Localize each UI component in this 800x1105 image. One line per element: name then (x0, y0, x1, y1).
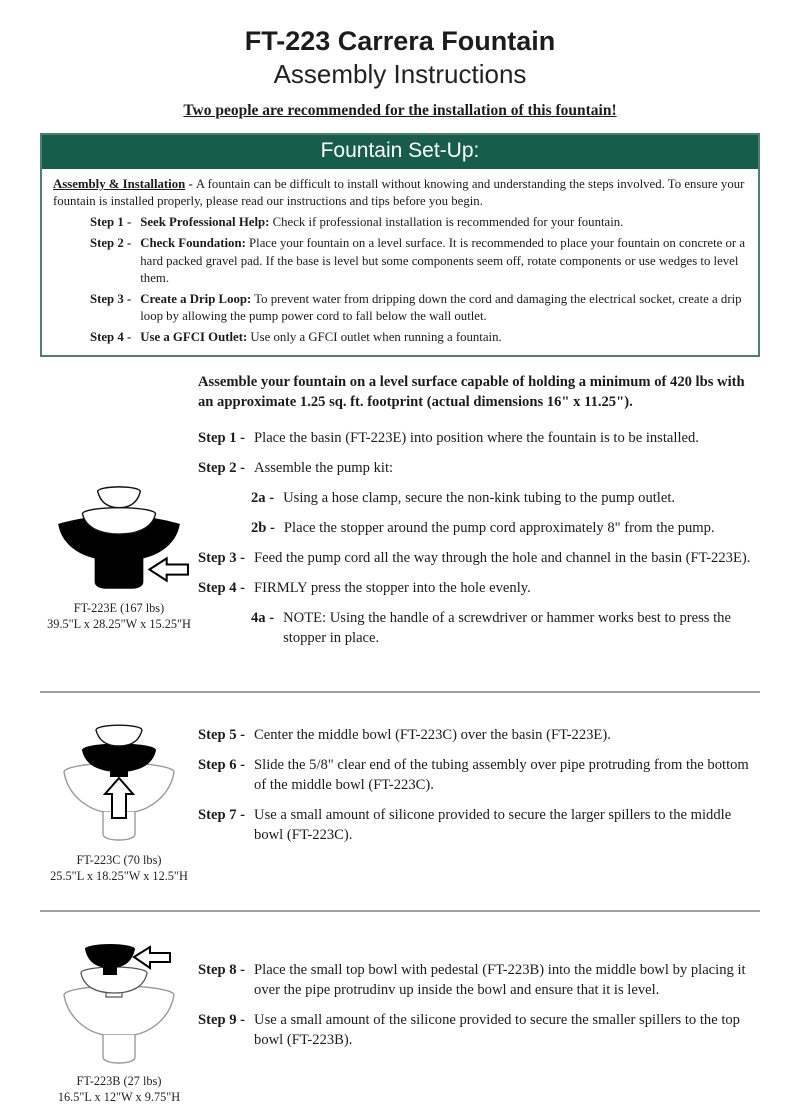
setup-step-text (140, 329, 501, 346)
figure-column (40, 357, 198, 632)
fountain-basin-figure (48, 469, 190, 595)
setup-step-text (140, 214, 623, 231)
figure-caption (47, 600, 191, 632)
figure-part-number: FT-223B (27 lbs) (76, 1073, 162, 1088)
assembly-section-middle-bowl (40, 711, 760, 884)
step-text: FIRMLY press the stopper into the hole evenly. (254, 580, 531, 597)
steps-column (198, 357, 760, 658)
section-divider (40, 910, 760, 912)
assembly-intro: Assemble your fountain on a level surface capable of holding a minimum of 420 lbs with an approximate 1.25 sq. ft. footprint (actual dimensions 16" x 11.25"). (198, 374, 745, 411)
step-row (198, 428, 758, 448)
setup-step-row (90, 291, 747, 325)
step-label: Step 1 - (198, 429, 246, 446)
setup-step-label: Step 3 - (90, 291, 132, 306)
step-label: Step 8 - (198, 961, 246, 978)
step-label: 4a - (251, 610, 275, 627)
step-row (198, 725, 758, 745)
setup-step-text (140, 235, 747, 286)
fountain-setup-box (40, 133, 760, 357)
step-row (198, 458, 758, 478)
recommendation-note: Two people are recommended for the installation of this fountain! (183, 102, 617, 119)
setup-step-body: Check if professional installation is recommended for your fountain. (272, 215, 624, 230)
step-text: Use a small amount of the silicone provided to secure the smaller spillers to the top bowl (FT-223B). (254, 1012, 740, 1049)
step-text: Place the stopper around the pump cord approximately 8" from the pump. (283, 519, 715, 536)
large-bowl-body (64, 995, 174, 1035)
top-bowl-body (96, 730, 142, 746)
step-text: Slide the 5/8" clear end of the tubing assembly over pipe protruding from the bottom of the middle bowl (FT-223C). (254, 756, 749, 793)
step-label: Step 5 - (198, 726, 246, 743)
step-text: Assemble the pump kit: (254, 459, 394, 476)
setup-step-body: Place your fountain on a level surface. It is recommended to place your fountain on concrete or a hard packed gravel pad. If the base is level but some components seem off, rotate components or use wedges to level them. (140, 236, 746, 285)
substep-row (251, 518, 758, 538)
step-text: Center the middle bowl (FT-223C) over the basin (FT-223E). (254, 726, 611, 743)
left-arrow-icon (134, 947, 170, 968)
step-label: Step 6 - (198, 756, 246, 773)
assembly-section-basin (40, 357, 760, 658)
setup-step-label: Step 1 - (90, 215, 132, 230)
setup-step-title: Use a GFCI Outlet: (140, 330, 248, 345)
top-bowl-foot (103, 967, 117, 975)
figure-dimensions: 25.5"L x 18.25"W x 12.5"H (50, 868, 188, 883)
step-label: 2b - (251, 519, 275, 536)
step-label: 2a - (251, 489, 275, 506)
fountain-top-bowl-figure (44, 936, 194, 1068)
step-row (198, 805, 758, 845)
figure-dimensions: 39.5"L x 28.25"W x 15.25"H (47, 617, 191, 632)
setup-step-title: Check Foundation: (140, 236, 246, 251)
figure-dimensions: 16.5"L x 12"W x 9.75"H (57, 1090, 181, 1105)
setup-step-row (90, 214, 747, 231)
step-row (198, 755, 758, 795)
setup-step-row (90, 235, 747, 286)
setup-step-label: Step 2 - (90, 236, 132, 251)
step-label: Step 2 - (198, 459, 246, 476)
step-row (198, 1010, 758, 1050)
setup-step-body: Use only a GFCI outlet when running a fountain. (250, 330, 502, 345)
fountain-middle-bowl-figure (44, 719, 194, 847)
page-subtitle: Assembly Instructions (273, 59, 527, 89)
figure-column (40, 711, 198, 884)
figure-caption (50, 852, 188, 884)
page-title: FT-223 Carrera Fountain (244, 26, 556, 56)
step-label: Step 7 - (198, 806, 246, 823)
step-label: Step 9 - (198, 1012, 246, 1029)
assembly-section-top-bowl (40, 932, 760, 1105)
step-label: Step 3 - (198, 550, 246, 567)
setup-box-body (42, 169, 758, 355)
setup-intro-text: A fountain can be difficult to install without knowing and understanding the steps involved. To ensure your fountain is installed properly, please read our instructions and tips before you begin. (53, 177, 745, 209)
step-text: NOTE: Using the handle of a screwdriver or hammer works best to press the stopper in place. (283, 610, 731, 647)
step-text: Place the small top bowl with pedestal (FT-223B) into the middle bowl by placing it over the pipe protrudinv up inside the bowl and ensure that it is level. (254, 961, 746, 999)
step-row (198, 960, 758, 1000)
figure-column (40, 932, 198, 1105)
step-text: Feed the pump cord all the way through the hole and channel in the basin (FT-223E). (254, 550, 751, 567)
left-arrow-icon (149, 559, 188, 581)
top-bowl-highlight-body (85, 949, 135, 968)
setup-intro-label: Assembly & Installation (53, 177, 186, 191)
step-row (198, 578, 758, 598)
figure-caption (58, 1073, 180, 1105)
steps-column (198, 711, 760, 856)
pedestal (103, 1035, 135, 1063)
setup-intro-paragraph (53, 176, 747, 210)
figure-part-number: FT-223E (167 lbs) (73, 601, 165, 616)
substep-row (251, 488, 758, 508)
setup-intro-dash: - (185, 177, 196, 191)
steps-column (198, 932, 760, 1061)
setup-step-title: Create a Drip Loop: (140, 291, 252, 306)
setup-step-title: Seek Professional Help: (140, 215, 270, 230)
setup-step-body: To prevent water from dripping down the cord and damaging the electrical socket, create a drip loop by allowing the pump power cord to fall below the wall outlet. (140, 291, 742, 323)
setup-box-header: Fountain Set-Up: (42, 135, 758, 169)
step-label: Step 4 - (198, 580, 246, 597)
setup-step-label: Step 4 - (90, 330, 132, 345)
step-row (198, 548, 758, 568)
substep-row (251, 608, 758, 648)
step-text: Place the basin (FT-223E) into position where the fountain is to be installed. (254, 429, 699, 446)
setup-step-text (140, 291, 747, 325)
setup-step-row (90, 329, 747, 346)
step-text: Use a small amount of silicone provided to secure the larger spillers to the middle bowl (FT-223C). (254, 806, 732, 844)
figure-part-number: FT-223C (70 lbs) (76, 852, 162, 867)
section-divider (40, 691, 760, 693)
top-bowl-body (98, 492, 141, 508)
step-text: Using a hose clamp, secure the non-kink tubing to the pump outlet. (283, 489, 676, 506)
